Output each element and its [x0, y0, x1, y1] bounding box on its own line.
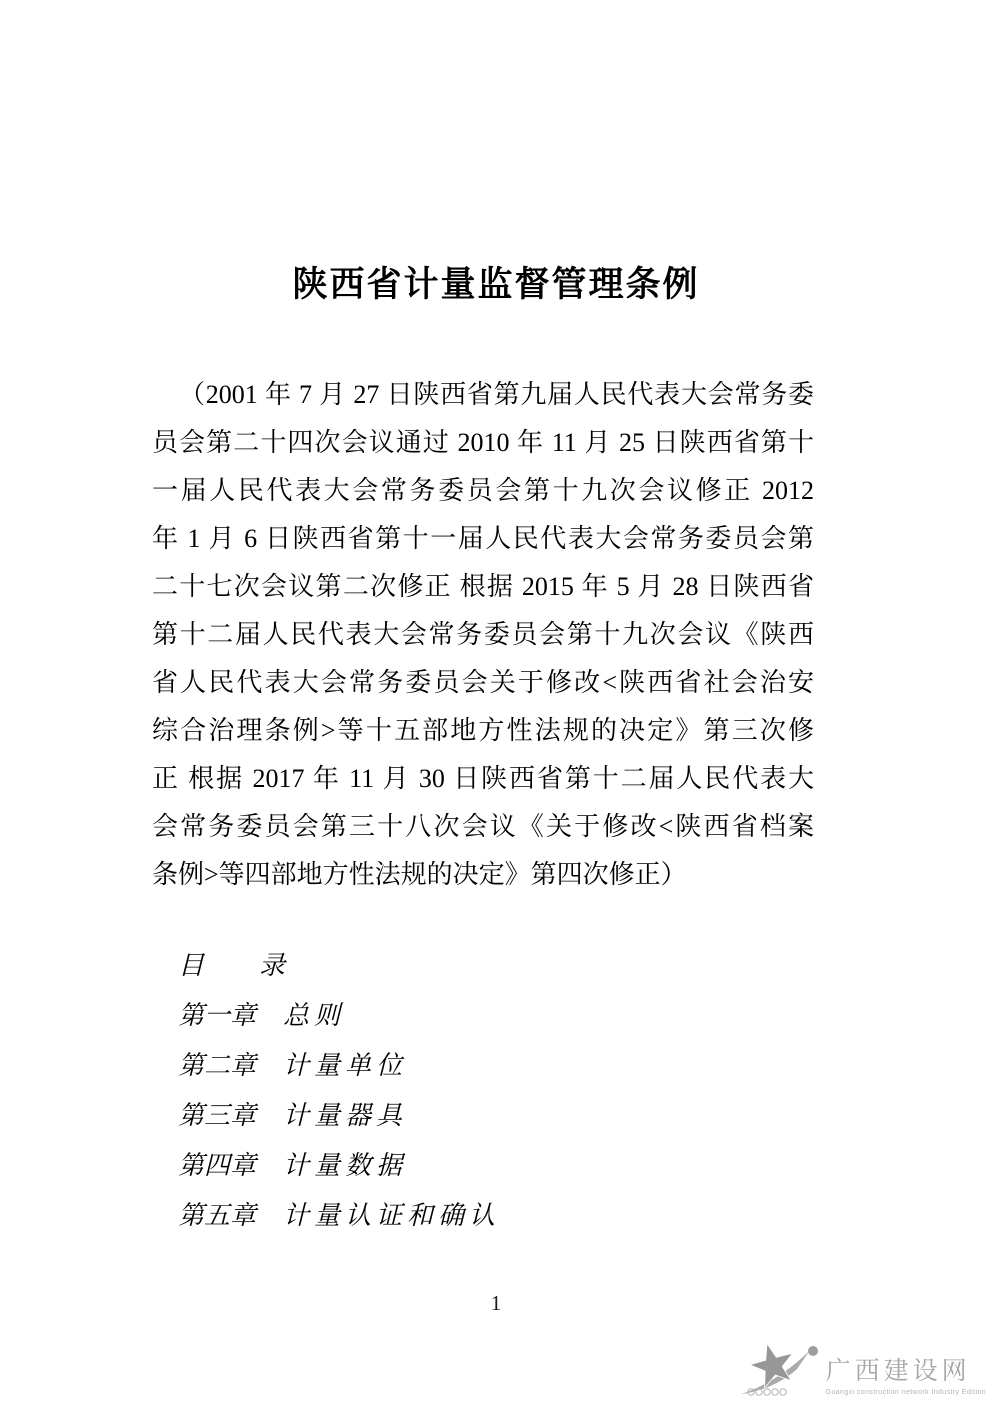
- toc-chapter-number: 第一章: [178, 1001, 257, 1031]
- toc-chapter-title: 计量单位: [283, 1051, 408, 1081]
- toc-chapter-title: 总则: [283, 1001, 346, 1031]
- table-of-contents: [178, 941, 500, 1241]
- preamble-line: 员会第二十四次会议通过 2010 年 11 月 25 日陕西省第十: [152, 428, 814, 457]
- watermark-site-name: 广西建设网: [825, 1358, 971, 1385]
- star-logo-icon: [736, 1339, 822, 1399]
- toc-chapter-number: 第三章: [178, 1101, 257, 1131]
- preamble-line: 第十二届人民代表大会常务委员会第十九次会议《陕西: [152, 620, 814, 649]
- preamble-paragraph: [152, 371, 814, 899]
- watermark-text: [826, 1358, 986, 1399]
- toc-item-chapter-5: [178, 1191, 500, 1241]
- watermark-logo: [736, 1339, 986, 1399]
- page-number: 1: [490, 1291, 502, 1315]
- toc-heading: 目 录: [178, 951, 287, 981]
- toc-item-chapter-4: [178, 1141, 500, 1191]
- preamble-line: 二十七次会议第二次修正 根据 2015 年 5 月 28 日陕西省: [152, 572, 814, 601]
- watermark-tagline: Guangxi construction network Industry Edition: [825, 1389, 986, 1396]
- toc-chapter-number: 第四章: [178, 1151, 257, 1181]
- toc-chapter-number: 第五章: [178, 1201, 257, 1231]
- toc-item-chapter-2: [178, 1041, 500, 1091]
- toc-chapter-number: 第二章: [178, 1051, 257, 1081]
- preamble-line: 会常务委员会第三十八次会议《关于修改<陕西省档案: [152, 812, 814, 841]
- preamble-line: 综合治理条例>等十五部地方性法规的决定》第三次修: [152, 716, 814, 745]
- toc-chapter-title: 计量数据: [283, 1151, 408, 1181]
- toc-chapter-title: 计量器具: [283, 1101, 408, 1131]
- preamble-line: （2001 年 7 月 27 日陕西省第九届人民代表大会常务委: [179, 380, 814, 409]
- preamble-line: 条例>等四部地方性法规的决定》第四次修正）: [152, 860, 687, 889]
- document-title: 陕西省计量监督管理条例: [292, 265, 700, 304]
- toc-item-chapter-1: [178, 991, 500, 1041]
- preamble-line: 一届人民代表大会常务委员会第十九次会议修正 2012: [152, 476, 814, 505]
- preamble-line: 正 根据 2017 年 11 月 30 日陕西省第十二届人民代表大: [152, 764, 814, 793]
- preamble-line: 年 1 月 6 日陕西省第十一届人民代表大会常务委员会第: [152, 524, 814, 553]
- toc-item-chapter-3: [178, 1091, 500, 1141]
- preamble-line: 省人民代表大会常务委员会关于修改<陕西省社会治安: [152, 668, 814, 697]
- toc-chapter-title: 计量认证和确认: [283, 1201, 501, 1231]
